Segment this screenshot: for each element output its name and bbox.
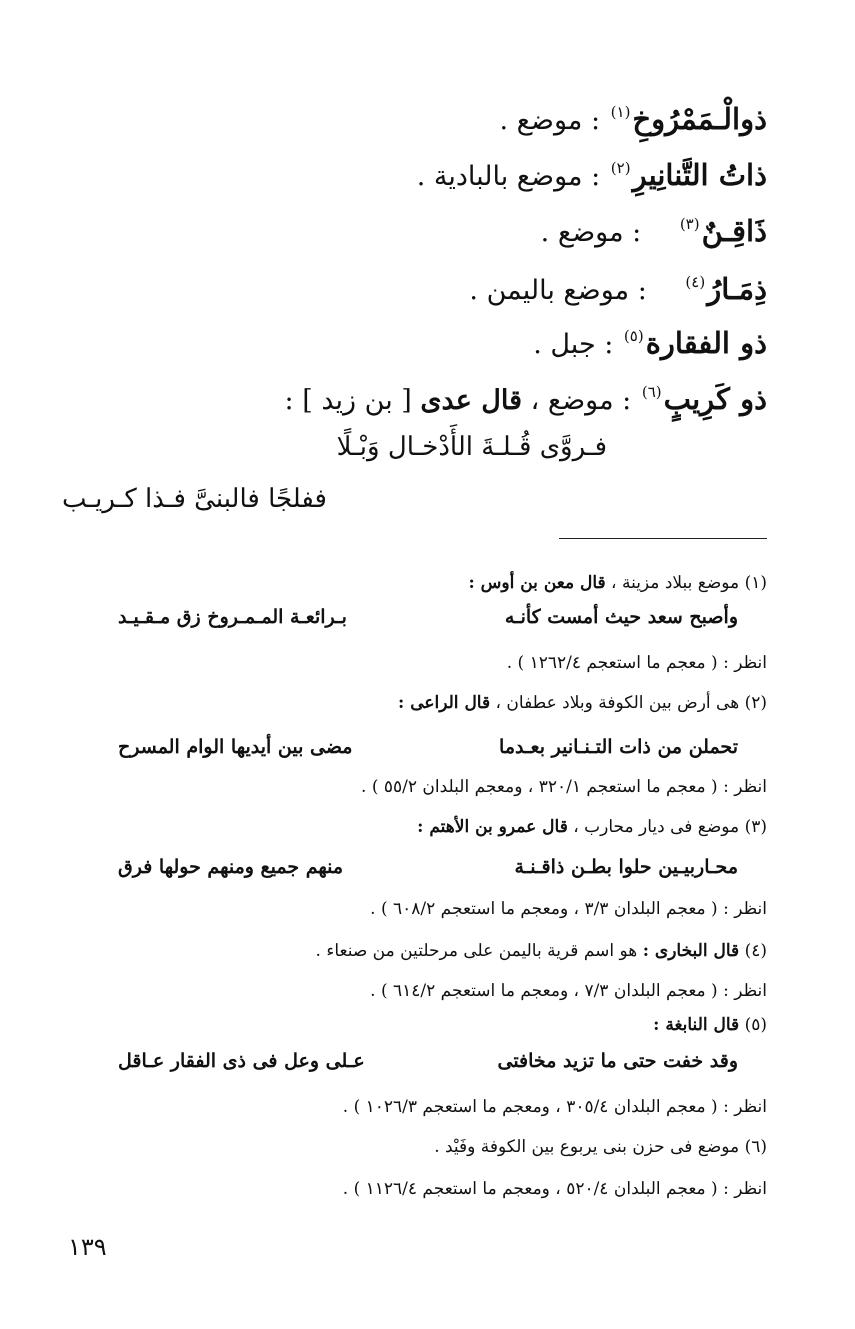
footnote-ref: (٦): [641, 383, 662, 401]
footnote-ref: (٥): [623, 327, 644, 345]
verse-hemistich-b: منهم جميع ومنهم حولها فرق: [118, 856, 344, 878]
entry-5: [67, 316, 767, 365]
footnote-2-ref: انظر : ( معجم ما استعجم ٣٢٠/١ ، ومعجم البلدان ٥٥/٢ ) .: [361, 777, 767, 797]
verse-hemistich-a: محـاربيـين حلوا بطـن ذاقـنـة: [514, 856, 738, 878]
footnote-text: موضع فى ديار محارب ،: [567, 817, 740, 837]
footnote-poet: قال الراعى :: [398, 693, 491, 713]
footnote-3-ref: انظر : ( معجم البلدان ٣/٣ ، ومعجم ما استعجم ٦٠٨/٢ ) .: [370, 899, 767, 919]
entry-definition: : موضع .: [540, 217, 642, 248]
entry-1: [67, 92, 767, 141]
footnote-ref: (١): [610, 103, 631, 121]
entry-headword: ذوالْـمَمْرُوخِ: [632, 102, 767, 136]
verse-hemistich-a: تحملن من ذات التـنـانير بعـدما: [499, 736, 738, 758]
verse-hemistich-a: وقد خفت حتى ما تزيد مخافتى: [497, 1050, 738, 1072]
footnote-5: [67, 1012, 767, 1038]
footnote-number: (٥): [744, 1015, 767, 1035]
footnote-number: (٦): [744, 1137, 767, 1157]
entry-3: [67, 204, 767, 253]
verse-hemistich-b: بـرائعـة المـمـروخ زق مـقـيـد: [118, 606, 347, 628]
footnote-ref: (٣): [679, 215, 700, 233]
entry-headword: ذَاقِـنٌ: [701, 214, 767, 248]
footnote-2-verse: [118, 736, 738, 766]
entry-headword: ذاتُ التَّنانِيرِ: [632, 158, 767, 192]
entry-headword: ذو الفقارة: [645, 326, 767, 360]
footnote-poet: قال معن بن أوس :: [468, 573, 606, 593]
footnote-5-ref: انظر : ( معجم البلدان ٣٠٥/٤ ، ومعجم ما استعجم ١٠٢٦/٣ ) .: [342, 1097, 767, 1117]
page-number: ١٣٩: [68, 1233, 107, 1261]
footnote-6-ref: انظر : ( معجم البلدان ٥٢٠/٤ ، ومعجم ما استعجم ١١٢٦/٤ ) .: [342, 1179, 767, 1199]
entry-headword: ذِمَـارُ: [707, 272, 767, 306]
footnote-poet: قال النابغة :: [653, 1015, 740, 1035]
footnote-number: (٢): [744, 693, 767, 713]
footnote-number: (١): [744, 573, 767, 593]
footnote-text: موضع فى حزن بنى يربوع بين الكوفة وفَيْد .: [434, 1137, 740, 1157]
entry-headword: ذو كَرِيبٍ: [663, 382, 767, 416]
verse-hemistich-b: مضى بين أيديها الوام المسرح: [118, 736, 353, 758]
footnote-4-ref: انظر : ( معجم البلدان ٧/٣ ، ومعجم ما استعجم ٦١٤/٢ ) .: [370, 981, 767, 1001]
footnote-3: [67, 814, 767, 840]
footnote-3-verse: [118, 856, 738, 886]
footnote-ref: (٢): [610, 159, 631, 177]
entry-6: [67, 372, 767, 421]
entry-definition: : موضع باليمن .: [469, 275, 647, 306]
footnote-text: هى أرض بين الكوفة وبلاد عطفان ،: [490, 693, 740, 713]
entry-definition: : جبل .: [533, 329, 614, 360]
footnote-6: [67, 1134, 767, 1160]
footnote-poet: قال عمرو بن الأهتم :: [417, 817, 568, 837]
poem-line-2: ففلجًا فالبنىَّ فـذا كـريـب: [62, 484, 327, 514]
entry-definition: : موضع .: [499, 105, 601, 136]
entry-definition: : موضع بالبادية .: [416, 161, 601, 192]
entry-4: [67, 262, 767, 311]
footnote-4: [67, 938, 767, 964]
footnote-poet: قال البخارى :: [642, 941, 740, 961]
footnote-text: موضع ببلاد مزينة ،: [605, 573, 740, 593]
verse-hemistich-b: عـلى وعل فى ذى الفقار عـاقل: [118, 1050, 365, 1072]
footnote-5-verse: [118, 1050, 738, 1080]
footnote-number: (٣): [744, 817, 767, 837]
footnote-1: [67, 570, 767, 596]
entry-definition-rest: [ بن زيد ] :: [284, 385, 421, 416]
footnote-number: (٤): [744, 941, 767, 961]
entry-definition: : موضع ،: [521, 385, 632, 416]
footnote-ref: (٤): [685, 273, 706, 291]
entry-2: [67, 148, 767, 197]
footnote-1-verse: [118, 606, 738, 636]
poet-name: قال عدى: [420, 385, 522, 416]
verse-hemistich-a: وأصبح سعد حيث أمست كأنـه: [504, 606, 738, 628]
footnote-text: هو اسم قرية باليمن على مرحلتين من صنعاء .: [315, 941, 643, 961]
footnote-2: [67, 690, 767, 716]
footnote-1-ref: انظر : ( معجم ما استعجم ١٢٦٢/٤ ) .: [506, 653, 767, 673]
poem-line-1: فـروَّى قُـلـةَ الأَدْخـال وَبْـلًا: [336, 432, 607, 462]
footnote-divider: [559, 538, 767, 539]
